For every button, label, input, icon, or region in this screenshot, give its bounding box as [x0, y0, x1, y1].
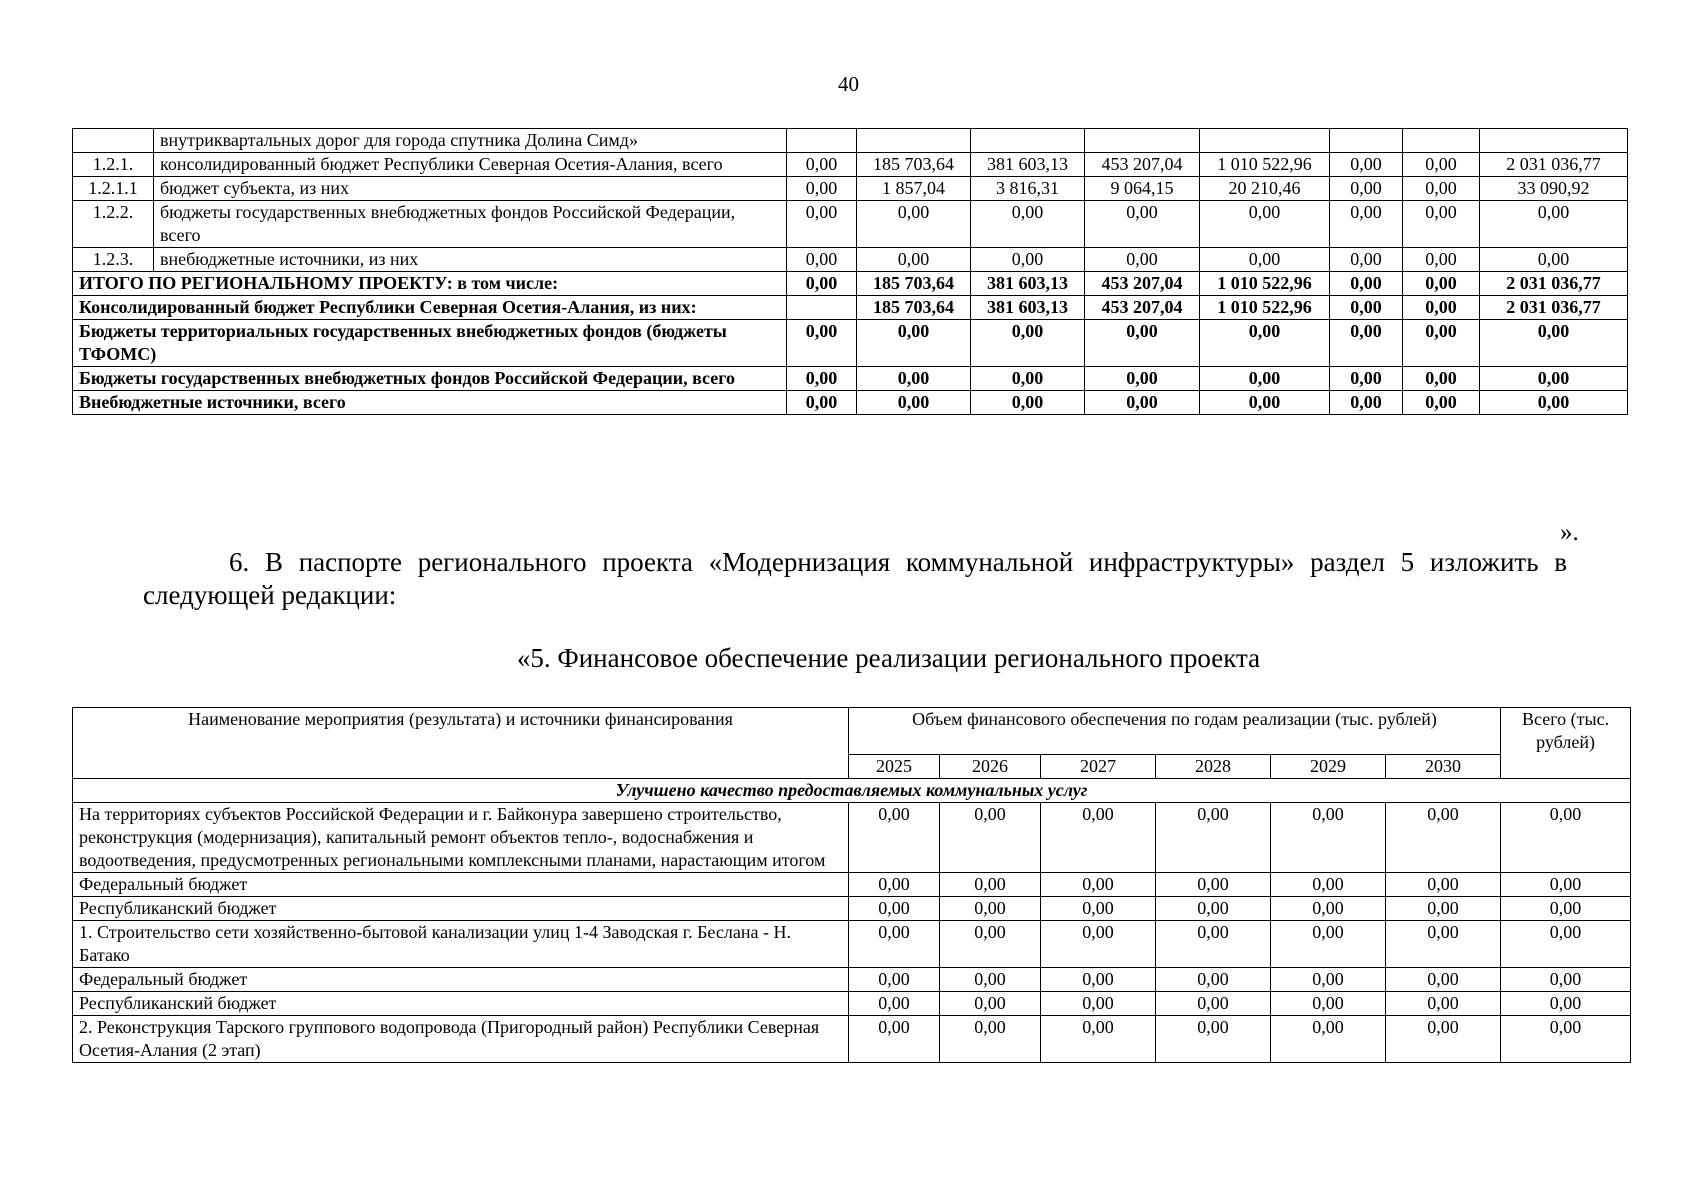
row-value: 453 207,04	[1085, 153, 1200, 177]
row-value: 0,00	[1085, 201, 1200, 248]
financing-table	[72, 707, 1631, 1063]
summary-value: 0,00	[1480, 320, 1628, 367]
row-value: 9 064,15	[1085, 177, 1200, 201]
row-value	[971, 129, 1085, 153]
row-value: 0,00	[940, 921, 1041, 968]
row-value: 0,00	[1041, 921, 1156, 968]
closing-quote: ».	[1560, 519, 1579, 546]
row-value: 0,00	[1041, 803, 1156, 873]
year-header: 2029	[1271, 755, 1386, 779]
row-name: консолидированный бюджет Республики Северная Осетия-Алания, всего	[154, 153, 787, 177]
summary-value: 0,00	[787, 391, 857, 415]
row-value: 0,00	[1480, 248, 1628, 272]
year-header: 2027	[1041, 755, 1156, 779]
summary-value: 185 703,64	[857, 296, 971, 320]
amendment-paragraph: 6. В паспорте регионального проекта «Модернизация коммунальной инфраструктуры» раздел 5 изложить в следующей редакции:	[143, 547, 1567, 610]
summary-value: 0,00	[1330, 296, 1403, 320]
summary-value: 0,00	[971, 391, 1085, 415]
summary-value: 0,00	[1200, 367, 1330, 391]
row-value: 0,00	[1330, 248, 1403, 272]
row-value: 0,00	[940, 803, 1041, 873]
summary-value: 0,00	[787, 272, 857, 296]
header-volume-cell: Объем финансового обеспечения по годам реализации (тыс. рублей)	[849, 708, 1501, 755]
row-value: 0,00	[787, 201, 857, 248]
summary-row	[73, 320, 1628, 367]
row-value: 0,00	[1156, 1016, 1271, 1063]
row-value: 0,00	[787, 177, 857, 201]
row-value: 0,00	[940, 873, 1041, 897]
row-value: 0,00	[971, 248, 1085, 272]
summary-value: 0,00	[1480, 367, 1628, 391]
row-value: 0,00	[1403, 177, 1480, 201]
row-value: 0,00	[1041, 873, 1156, 897]
summary-value: 381 603,13	[971, 272, 1085, 296]
summary-value: 0,00	[787, 367, 857, 391]
row-value: 0,00	[1271, 873, 1386, 897]
row-name: 2. Реконструкция Тарского группового водопровода (Пригородный район) Республики Северная Осетия-Алания (2 этап)	[73, 1016, 849, 1063]
summary-value: 0,00	[1403, 320, 1480, 367]
row-value: 185 703,64	[857, 153, 971, 177]
row-value: 3 816,31	[971, 177, 1085, 201]
row-name: Федеральный бюджет	[73, 873, 849, 897]
summary-name: ИТОГО ПО РЕГИОНАЛЬНОМУ ПРОЕКТУ: в том числе:	[73, 272, 787, 296]
row-name: На территориях субъектов Российской Федерации и г. Байконура завершено строительство, реконструкция (модернизация), капитальный ремонт объектов тепло-, водоснабжения и водоотведения, предусмотренных региональными комплексными планами, нарастающим итогом	[73, 803, 849, 873]
table-row	[73, 177, 1628, 201]
row-code: 1.2.1.1	[73, 177, 154, 201]
row-value: 0,00	[1200, 201, 1330, 248]
summary-value: 0,00	[1085, 391, 1200, 415]
row-value: 2 031 036,77	[1480, 153, 1628, 177]
row-value: 1 857,04	[857, 177, 971, 201]
summary-value: 1 010 522,96	[1200, 272, 1330, 296]
row-value: 0,00	[1386, 803, 1501, 873]
row-value	[1330, 129, 1403, 153]
summary-value: 0,00	[857, 320, 971, 367]
row-value: 0,00	[971, 201, 1085, 248]
summary-value: 185 703,64	[857, 272, 971, 296]
summary-name: Бюджеты государственных внебюджетных фондов Российской Федерации, всего	[73, 367, 787, 391]
table-row	[73, 153, 1628, 177]
row-value	[1480, 129, 1628, 153]
row-value: 0,00	[1156, 968, 1271, 992]
summary-value: 0,00	[971, 367, 1085, 391]
table-row	[73, 873, 1631, 897]
row-code: 1.2.1.	[73, 153, 154, 177]
row-value: 0,00	[849, 921, 940, 968]
row-name: Республиканский бюджет	[73, 992, 849, 1016]
row-code: 1.2.2.	[73, 201, 154, 248]
row-name: Республиканский бюджет	[73, 897, 849, 921]
row-value: 0,00	[1041, 992, 1156, 1016]
summary-value: 0,00	[1330, 320, 1403, 367]
row-value: 0,00	[1271, 968, 1386, 992]
row-value: 0,00	[1156, 873, 1271, 897]
summary-row	[73, 367, 1628, 391]
row-value: 381 603,13	[971, 153, 1085, 177]
summary-row	[73, 391, 1628, 415]
row-value: 0,00	[1501, 968, 1631, 992]
row-value: 0,00	[1480, 201, 1628, 248]
row-value: 0,00	[1156, 921, 1271, 968]
table-row	[73, 968, 1631, 992]
row-value: 0,00	[1200, 248, 1330, 272]
row-value: 0,00	[1501, 873, 1631, 897]
row-value: 0,00	[1330, 201, 1403, 248]
row-value: 0,00	[1501, 803, 1631, 873]
row-value: 0,00	[1330, 153, 1403, 177]
summary-value: 0,00	[1403, 391, 1480, 415]
row-code: 1.2.3.	[73, 248, 154, 272]
row-value: 0,00	[1156, 992, 1271, 1016]
row-value: 0,00	[1085, 248, 1200, 272]
summary-value: 0,00	[1330, 391, 1403, 415]
row-value	[1085, 129, 1200, 153]
summary-value	[787, 296, 857, 320]
row-name: внутриквартальных дорог для города спутника Долина Симд»	[154, 129, 787, 153]
table-header-row	[73, 708, 1631, 755]
table-row	[73, 992, 1631, 1016]
summary-value: 0,00	[1330, 367, 1403, 391]
summary-value: 2 031 036,77	[1480, 272, 1628, 296]
table-row	[73, 248, 1628, 272]
row-value: 0,00	[1386, 921, 1501, 968]
header-name-cell: Наименование мероприятия (результата) и источники финансирования	[73, 708, 849, 779]
summary-value: 0,00	[1403, 367, 1480, 391]
table-row	[73, 1016, 1631, 1063]
row-name: 1. Строительство сети хозяйственно-бытовой канализации улиц 1-4 Заводская г. Беслана - Н. Батако	[73, 921, 849, 968]
year-header: 2026	[940, 755, 1041, 779]
row-value: 0,00	[1271, 921, 1386, 968]
row-value: 0,00	[1271, 803, 1386, 873]
row-value: 0,00	[1271, 1016, 1386, 1063]
regional-project-totals-table	[72, 128, 1628, 415]
row-code	[73, 129, 154, 153]
summary-value: 0,00	[1085, 367, 1200, 391]
row-value: 0,00	[857, 248, 971, 272]
row-value: 0,00	[940, 992, 1041, 1016]
group-title: Улучшено качество предоставляемых коммунальных услуг	[73, 779, 1631, 803]
summary-value: 0,00	[1480, 391, 1628, 415]
row-name: Федеральный бюджет	[73, 968, 849, 992]
row-name: внебюджетные источники, из них	[154, 248, 787, 272]
row-value	[787, 129, 857, 153]
row-value: 0,00	[1386, 873, 1501, 897]
row-value: 0,00	[849, 1016, 940, 1063]
row-value: 0,00	[1386, 897, 1501, 921]
summary-value: 0,00	[787, 320, 857, 367]
row-value: 0,00	[857, 201, 971, 248]
row-value: 0,00	[787, 153, 857, 177]
summary-value: 0,00	[1200, 320, 1330, 367]
row-value	[857, 129, 971, 153]
summary-value: 2 031 036,77	[1480, 296, 1628, 320]
group-row	[73, 779, 1631, 803]
row-name: бюджеты государственных внебюджетных фондов Российской Федерации, всего	[154, 201, 787, 248]
summary-value: 381 603,13	[971, 296, 1085, 320]
row-value: 0,00	[1156, 803, 1271, 873]
summary-value: 1 010 522,96	[1200, 296, 1330, 320]
row-value: 0,00	[1403, 248, 1480, 272]
row-value: 0,00	[1403, 153, 1480, 177]
row-value: 0,00	[1386, 1016, 1501, 1063]
summary-row	[73, 296, 1628, 320]
row-value: 0,00	[1271, 992, 1386, 1016]
summary-value: 0,00	[971, 320, 1085, 367]
header-total-cell: Всего (тыс. рублей)	[1501, 708, 1631, 779]
summary-value: 453 207,04	[1085, 296, 1200, 320]
table-row	[73, 129, 1628, 153]
row-value: 0,00	[1501, 897, 1631, 921]
summary-value: 0,00	[857, 391, 971, 415]
year-header: 2028	[1156, 755, 1271, 779]
row-value: 0,00	[1041, 968, 1156, 992]
row-value: 0,00	[849, 968, 940, 992]
row-value: 0,00	[1041, 897, 1156, 921]
summary-value: 0,00	[1200, 391, 1330, 415]
table-row	[73, 921, 1631, 968]
row-value: 0,00	[1330, 177, 1403, 201]
summary-value: 0,00	[1330, 272, 1403, 296]
row-value: 0,00	[849, 897, 940, 921]
row-value: 0,00	[940, 897, 1041, 921]
summary-name: Консолидированный бюджет Республики Северная Осетия-Алания, из них:	[73, 296, 787, 320]
table-row	[73, 897, 1631, 921]
section-heading: «5. Финансовое обеспечение реализации регионального проекта	[516, 643, 1261, 673]
summary-row	[73, 272, 1628, 296]
summary-value: 0,00	[1403, 272, 1480, 296]
summary-name: Бюджеты территориальных государственных внебюджетных фондов (бюджеты ТФОМС)	[73, 320, 787, 367]
row-value: 0,00	[1156, 897, 1271, 921]
row-value: 0,00	[787, 248, 857, 272]
row-value: 0,00	[1386, 968, 1501, 992]
row-value: 0,00	[1041, 1016, 1156, 1063]
row-value: 0,00	[1501, 1016, 1631, 1063]
page-number: 40	[838, 72, 859, 96]
table-row	[73, 201, 1628, 248]
row-value: 0,00	[849, 873, 940, 897]
row-value: 33 090,92	[1480, 177, 1628, 201]
row-value: 1 010 522,96	[1200, 153, 1330, 177]
row-name: бюджет субъекта, из них	[154, 177, 787, 201]
summary-value: 0,00	[1085, 320, 1200, 367]
row-value	[1200, 129, 1330, 153]
summary-name: Внебюджетные источники, всего	[73, 391, 787, 415]
row-value: 0,00	[1386, 992, 1501, 1016]
summary-value: 453 207,04	[1085, 272, 1200, 296]
row-value: 0,00	[1271, 897, 1386, 921]
row-value: 0,00	[1501, 992, 1631, 1016]
row-value: 0,00	[849, 992, 940, 1016]
row-value: 0,00	[940, 1016, 1041, 1063]
year-header: 2025	[849, 755, 940, 779]
row-value: 0,00	[849, 803, 940, 873]
year-header: 2030	[1386, 755, 1501, 779]
row-value: 0,00	[940, 968, 1041, 992]
row-value	[1403, 129, 1480, 153]
table-row	[73, 803, 1631, 873]
row-value: 0,00	[1501, 921, 1631, 968]
row-value: 0,00	[1403, 201, 1480, 248]
summary-value: 0,00	[857, 367, 971, 391]
summary-value: 0,00	[1403, 296, 1480, 320]
row-value: 20 210,46	[1200, 177, 1330, 201]
